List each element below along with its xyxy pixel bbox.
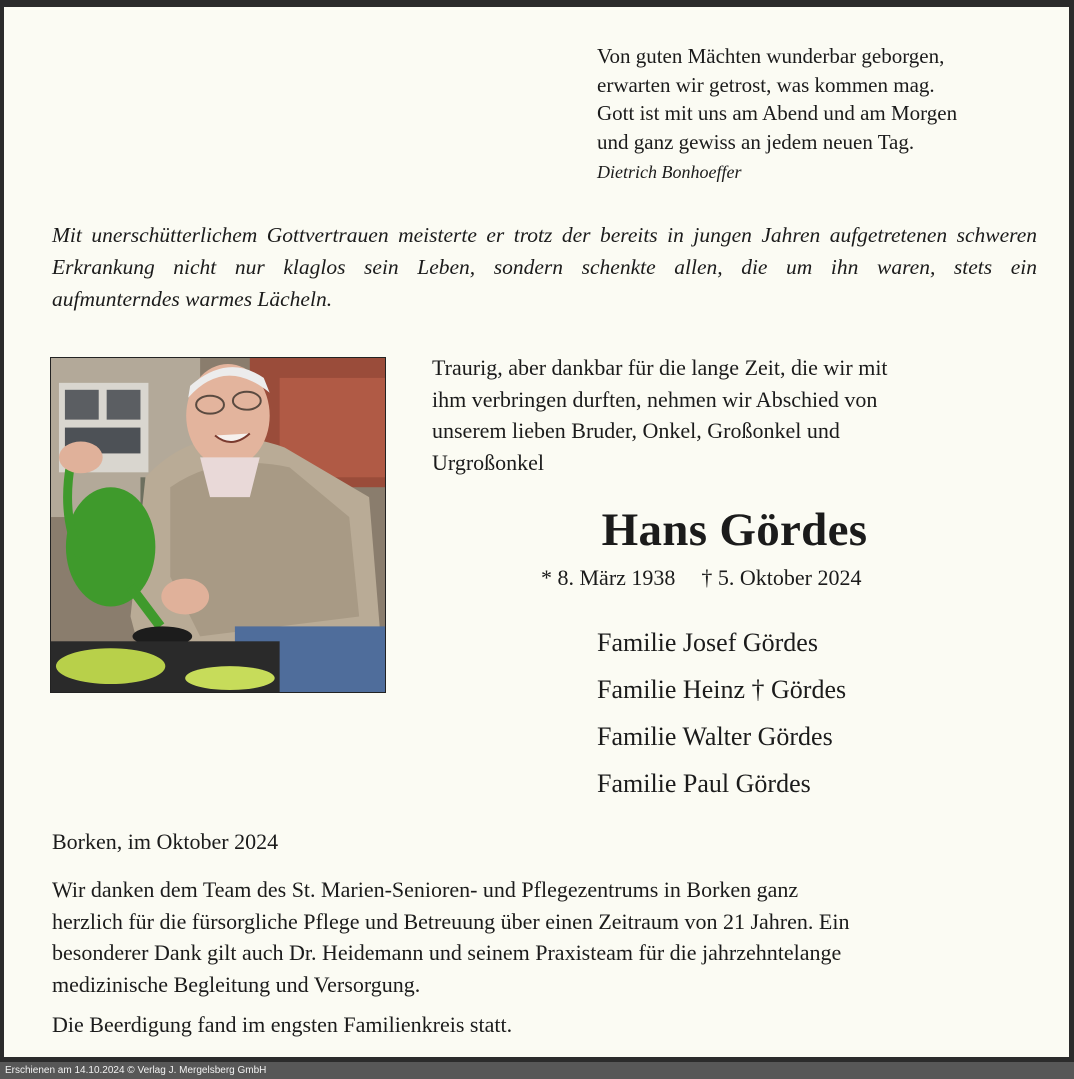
place-date: Borken, im Oktober 2024 [52,829,279,854]
deceased-name: Hans Gördes [601,504,868,556]
death-date: † 5. Oktober 2024 [701,565,862,590]
intro-line: Traurig, aber dankbar für die lange Zeit, die wir mit [432,355,888,380]
thanks-line: besonderer Dank gilt auch Dr. Heidemann und seinem Praxisteam für die jahrzehntelange [52,940,842,965]
poem-line: Gott ist mit uns am Abend und am Morgen [597,101,958,125]
thanks-line: Wir danken dem Team des St. Marien-Senioren- und Pflegezentrums in Borken ganz [52,877,799,902]
intro-line: Urgroßonkel [432,449,545,475]
tribute-line: Erkrankung nicht nur klaglos sein Leben, sondern schenkte allen, die um ihn waren, stets ein [52,255,1037,279]
poem-line: Von guten Mächten wunderbar geborgen, [597,44,945,68]
tribute-line: Mit unerschütterlichem Gottvertrauen meisterte er trotz der bereits in jungen Jahren aufgetretenen schweren [52,223,1037,247]
intro-text [432,352,888,478]
life-dates [541,565,862,591]
intro-line: unserem lieben Bruder, Onkel, Großonkel und [432,418,840,443]
family-entry: Familie Paul Gördes [597,769,811,798]
family-entry: Familie Heinz † Gördes [597,675,847,704]
family-entry: Familie Josef Gördes [597,628,818,657]
portrait-photo [50,357,386,693]
poem-line: und ganz gewiss an jedem neuen Tag. [597,129,915,154]
tribute-text [52,219,1037,315]
poem-author: Dietrich Bonhoeffer [597,162,742,182]
mourning-families [597,619,846,807]
thanks-text [52,874,1037,1000]
funeral-note: Die Beerdigung fand im engsten Familienkreis statt. [52,1012,513,1037]
poem-line: erwarten wir getrost, was kommen mag. [597,72,935,97]
publication-footer: Erschienen am 14.10.2024 © Verlag J. Mergelsberg GmbH [0,1062,1074,1079]
tribute-line: aufmunterndes warmes Lächeln. [52,287,333,311]
family-entry: Familie Walter Gördes [597,722,833,751]
poem [597,42,957,156]
thanks-line: medizinische Begleitung und Versorgung. [52,971,421,997]
thanks-line: herzlich für die fürsorgliche Pflege und Betreuung über einen Zeitraum von 21 Jahren. Ein [52,908,850,934]
birth-date: * 8. März 1938 [541,565,676,590]
intro-line: ihm verbringen durften, nehmen wir Abschied von [432,386,878,412]
